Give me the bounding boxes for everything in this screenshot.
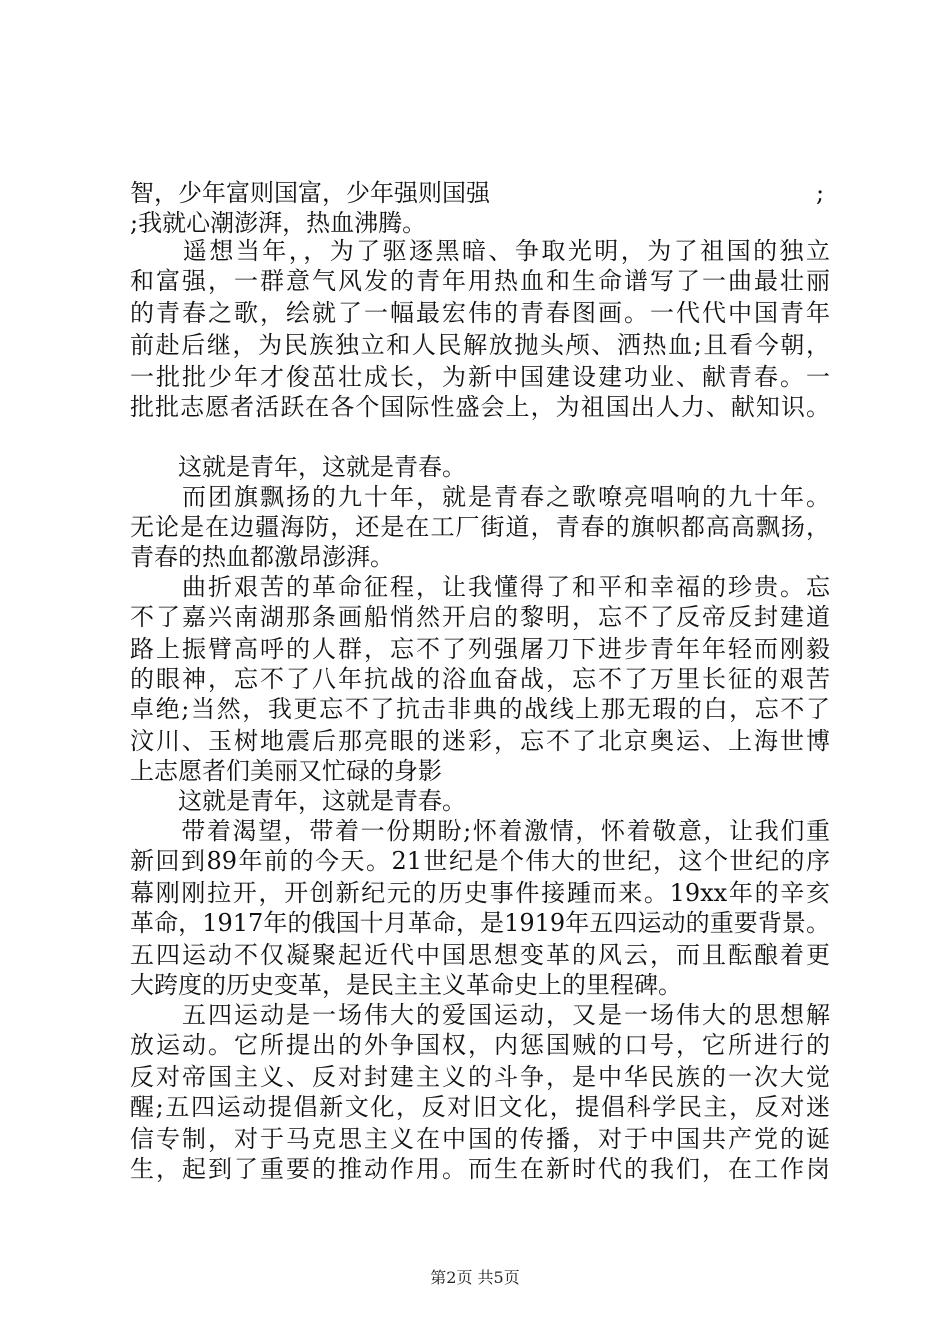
text-line: 智，少年富则国富，少年强则国强 xyxy=(130,179,490,207)
text-line: 不了嘉兴南湖那条画船悄然开启的黎明，忘不了反帝反封建道 xyxy=(130,603,830,631)
text-line: 曲折艰苦的革命征程，让我懂得了和平和幸福的珍贵。忘 xyxy=(130,573,830,601)
text-line: 五四运动不仅凝聚起近代中国思想变革的风云，而且酝酿着更 xyxy=(130,941,830,969)
text-line: 的眼神，忘不了八年抗战的浴血奋战，忘不了万里长征的艰苦 xyxy=(130,665,830,693)
text-line: 这就是青年，这就是青春。 xyxy=(130,787,466,815)
text-line: 而团旗飘扬的九十年，就是青春之歌嘹亮唱响的九十年。 xyxy=(130,483,830,511)
text-line: 批批志愿者活跃在各个国际性盛会上，为祖国出人力、献知识。 xyxy=(130,393,830,421)
text-line: ;我就心潮澎湃，热血沸腾。 xyxy=(130,209,427,237)
text-line: 和富强，一群意气风发的青年用热血和生命谱写了一曲最壮丽 xyxy=(130,267,830,295)
text-line: 幕刚刚拉开，开创新纪元的历史事件接踵而来。19xx年的辛亥 xyxy=(130,879,830,907)
text-line: 遥想当年，，为了驱逐黑暗、争取光明，为了祖国的独立 xyxy=(130,237,830,265)
text-line: 新回到89年前的今天。21世纪是个伟大的世纪，这个世纪的序 xyxy=(130,847,830,875)
text-line: 大跨度的历史变革，是民主主义革命史上的里程碑。 xyxy=(130,971,682,999)
text-semicolon: ; xyxy=(816,179,825,207)
text-line: 革命，1917年的俄国十月革命，是1919年五四运动的重要背景。 xyxy=(130,909,830,937)
text-line: 生，起到了重要的推动作用。而生在新时代的我们，在工作岗 xyxy=(130,1155,830,1183)
text-line: 带着渴望，带着一份期盼;怀着激情，怀着敬意，让我们重 xyxy=(130,817,830,845)
text-line: 无论是在边疆海防，还是在工厂街道，青春的旗帜都高高飘扬， xyxy=(130,513,830,541)
text-line: 放运动。它所提出的外争国权，内惩国贼的口号，它所进行的 xyxy=(130,1031,830,1059)
text-line: 信专制，对于马克思主义在中国的传播，对于中国共产党的诞 xyxy=(130,1125,830,1153)
text-line: 前赴后继，为民族独立和人民解放抛头颅、洒热血;且看今朝， xyxy=(130,331,830,359)
text-line: 一批批少年才俊茁壮成长，为新中国建设建功业、献青春。一 xyxy=(130,363,830,391)
text-line: 卓绝;当然，我更忘不了抗击非典的战线上那无瑕的白，忘不了 xyxy=(130,695,830,723)
text-line: 反对帝国主义、反对封建主义的斗争，是中华民族的一次大觉 xyxy=(130,1063,830,1091)
text-line: 的青春之歌，绘就了一幅最宏伟的青春图画。一代代中国青年 xyxy=(130,299,830,327)
text-line: 这就是青年，这就是青春。 xyxy=(130,453,466,481)
text-line: 青春的热血都激昂澎湃。 xyxy=(130,543,394,571)
page-footer: 第2页 共5页 xyxy=(430,1268,520,1287)
text-line: 汶川、玉树地震后那亮眼的迷彩，忘不了北京奥运、上海世博 xyxy=(130,727,830,755)
text-line: 醒;五四运动提倡新文化，反对旧文化，提倡科学民主，反对迷 xyxy=(130,1093,830,1121)
text-line: 上志愿者们美丽又忙碌的身影 xyxy=(130,757,442,785)
text-line: 五四运动是一场伟大的爱国运动，又是一场伟大的思想解 xyxy=(130,1001,830,1029)
text-line: 路上振臂高呼的人群，忘不了列强屠刀下进步青年年轻而刚毅 xyxy=(130,635,830,663)
